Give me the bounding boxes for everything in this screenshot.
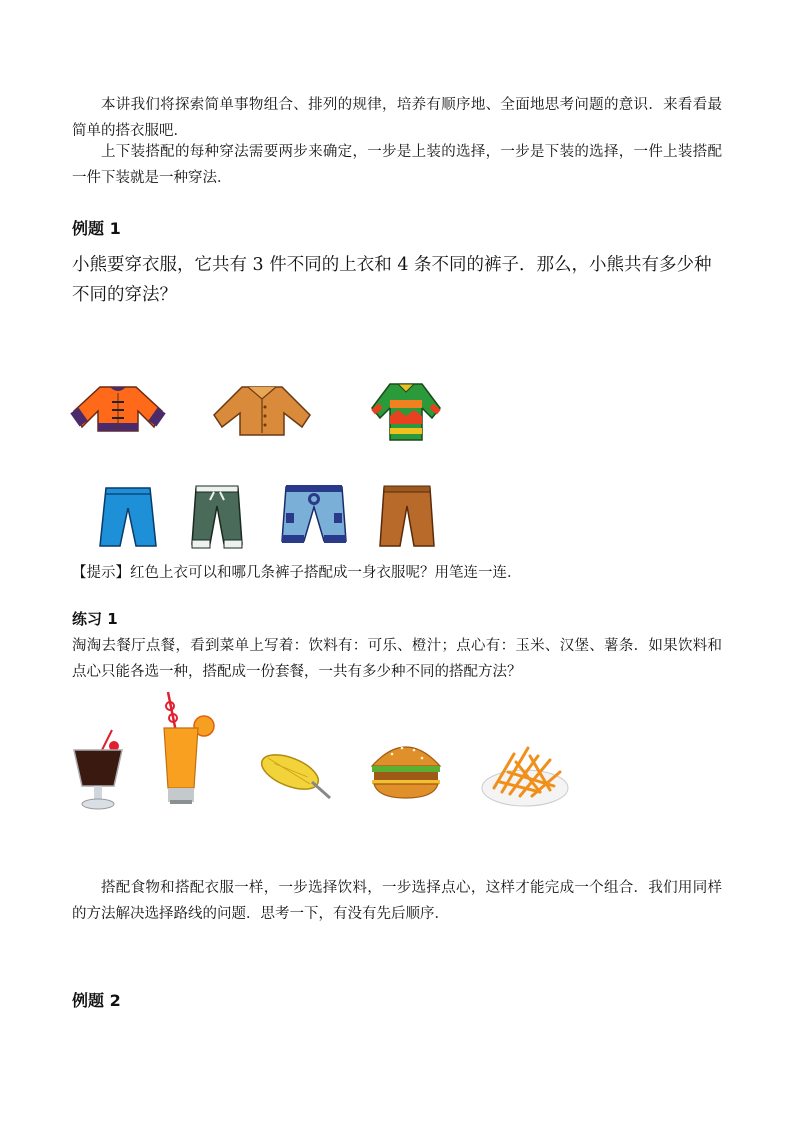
blue-pants-icon bbox=[98, 486, 158, 548]
note-paragraph: 搭配食物和搭配衣服一样，一步选择饮料，一步选择点心，这样才能完成一个组合．我们用同样的方法解决选择路线的问题．思考一下，有没有先后顺序． bbox=[72, 880, 722, 922]
example1-heading: 例题 1 bbox=[72, 219, 121, 238]
orange-juice-icon bbox=[160, 688, 220, 808]
example1-hint: 【提示】红色上衣可以和哪几条裤子搭配成一身衣服呢？用笔连一连． bbox=[72, 565, 522, 581]
brown-pants-icon bbox=[378, 484, 436, 550]
striped-sweater-icon bbox=[370, 378, 442, 444]
example1-question: 小熊要穿衣服，它共有 3 件不同的上衣和 4 条不同的裤子．那么，小熊共有多少种不同的穿法？ bbox=[72, 255, 712, 305]
practice1-question: 淘淘去餐厅点餐，看到菜单上写着：饮料有：可乐、橙汁；点心有：玉米、汉堡、薯条．如果饮料和点心只能各选一种，搭配成一份套餐，一共有多少种不同的搭配方法？ bbox=[72, 638, 722, 680]
cola-glass-icon bbox=[68, 728, 128, 812]
intro-paragraph-2: 上下装搭配的每种穿法需要两步来确定，一步是上装的选择，一步是下装的选择，一件上装搭配一件下装就是一种穿法． bbox=[72, 144, 722, 186]
gray-pants-icon bbox=[190, 484, 244, 550]
corn-icon bbox=[258, 748, 336, 804]
orange-jacket-icon bbox=[70, 383, 166, 435]
patterned-pants-icon bbox=[280, 483, 348, 549]
burger-icon bbox=[368, 738, 444, 802]
fries-icon bbox=[480, 742, 570, 810]
practice1-heading: 练习 1 bbox=[72, 610, 118, 628]
brown-jacket-icon bbox=[210, 383, 314, 437]
intro-paragraph-1: 本讲我们将探索简单事物组合、排列的规律，培养有顺序地、全面地思考问题的意识．来看看最简单的搭衣服吧． bbox=[72, 97, 722, 139]
example2-heading: 例题 2 bbox=[72, 991, 121, 1010]
